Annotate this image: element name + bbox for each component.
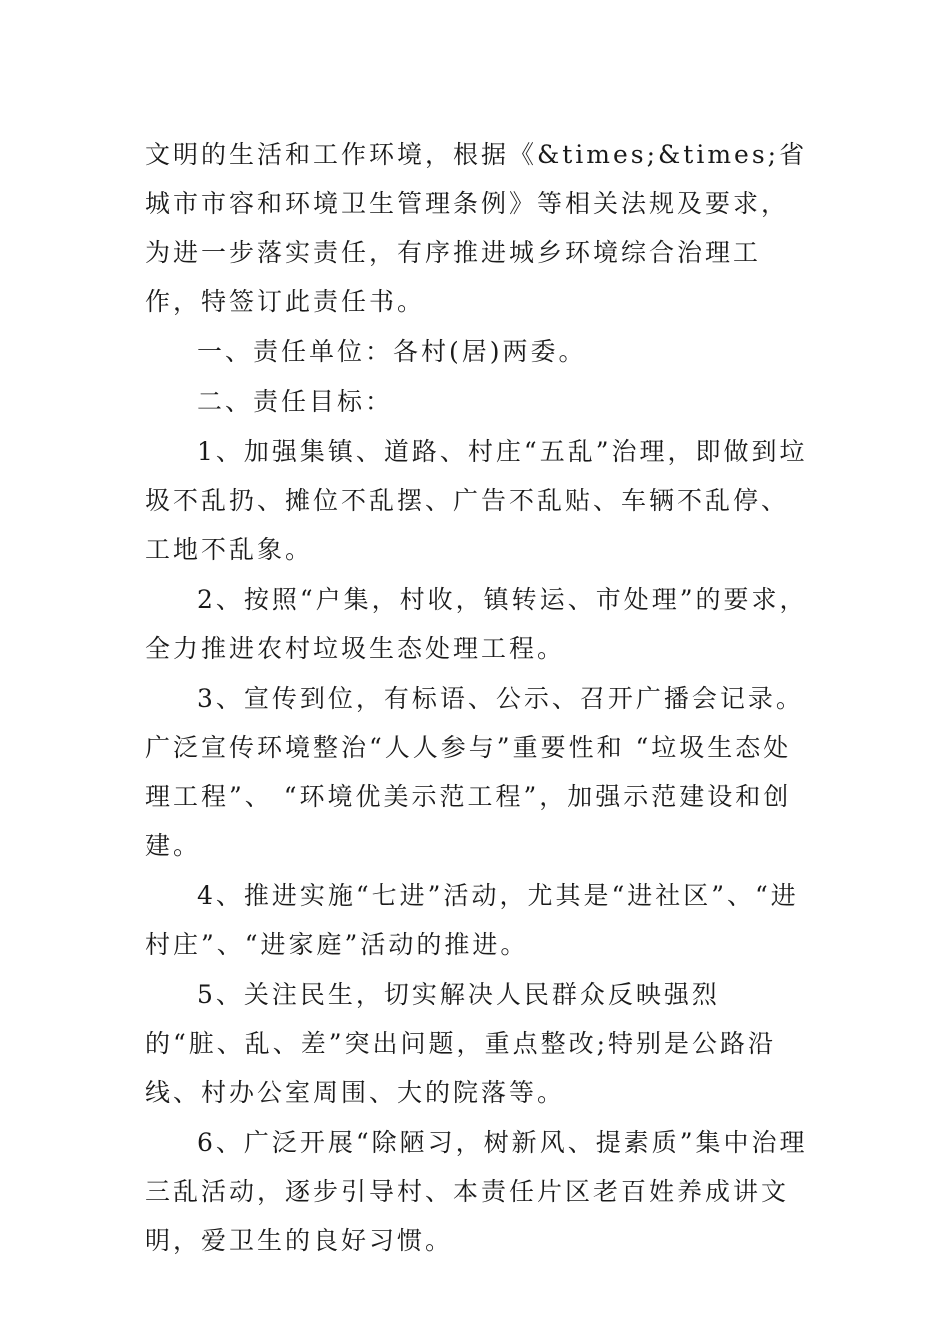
paragraph-goal-1: 1、加强集镇、道路、村庄“五乱”治理，即做到垃圾不乱扔、摊位不乱摆、广告不乱贴、车辆不乱停、工地不乱象。 xyxy=(145,437,808,564)
paragraph-goal-3: 3、宣传到位，有标语、公示、召开广播会记录。广泛宣传环境整治“人人参与”重要性和 “垃圾生态处理工程”、 “环境优美示范工程”，加强示范建设和创建。 xyxy=(145,684,804,860)
paragraph-goal-4: 4、推进实施“七进”活动，尤其是“进社区”、“进村庄”、“进家庭”活动的推进。 xyxy=(145,881,799,959)
paragraph-goal-6: 6、广泛开展“除陋习，树新风、提素质”集中治理三乱活动，逐步引导村、本责任片区老百姓养成讲文明，爱卫生的良好习惯。 xyxy=(145,1128,808,1255)
paragraph-goal-5: 5、关注民生，切实解决人民群众反映强烈的“脏、乱、差”突出问题，重点整改;特别是公路沿线、村办公室周围、大的院落等。 xyxy=(145,980,776,1107)
paragraph-intro: 文明的生活和工作环境，根据《&times;&times;省城市市容和环境卫生管理条例》等相关法规及要求，为进一步落实责任，有序推进城乡环境综合治理工作，特签订此责任书。 xyxy=(145,140,808,316)
document-body xyxy=(145,130,815,1266)
paragraph-goal-2: 2、按照“户集，村收，镇转运、市处理”的要求，全力推进农村垃圾生态处理工程。 xyxy=(145,585,808,663)
paragraph-goals-heading: 二、责任目标： xyxy=(197,387,394,416)
paragraph-responsible-unit: 一、责任单位：各村(居)两委。 xyxy=(197,337,587,366)
